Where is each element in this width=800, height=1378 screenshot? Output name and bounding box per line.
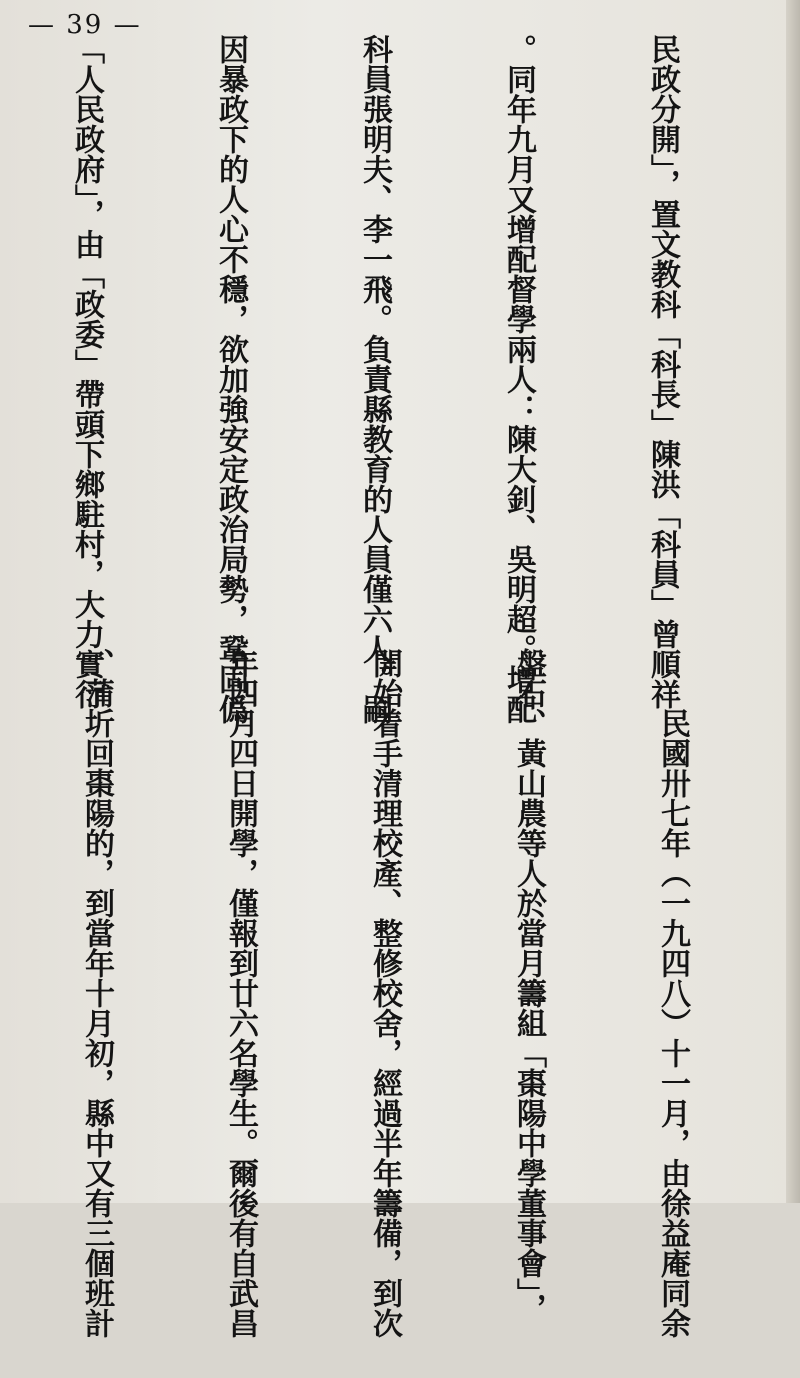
text-column: 科員張明夫、李一飛。負責縣教育的人員僅六人。嗣 <box>357 34 392 724</box>
bottom-text-block <box>0 648 792 1338</box>
page-number: — 39 — <box>28 10 142 40</box>
text-column: 、蒲圻回棗陽的，到當年十月初，縣中又有三個班計 <box>79 648 114 1338</box>
page-edge-shadow <box>786 0 800 1203</box>
text-column: 民政分開」，置文教科「科長」陳洪「科員」曾順祥 <box>645 34 680 709</box>
text-column: 因暴政下的人心不穩，欲加強安定政治局勢，鞏固僞 <box>213 34 248 724</box>
text-column: 「人民政府」，由「政委」帶頭下鄉駐村，大力實行 <box>69 34 104 709</box>
text-column: 民國卅七年（一九四八）十一月，由徐益庵同余 <box>655 648 690 1338</box>
text-column: 開始着手清理校產、整修校舍，經過半年籌備，到次 <box>367 648 402 1338</box>
text-column: 盤石、黃山農等人於當月籌組「棗陽中學董事會」， <box>511 648 546 1323</box>
top-text-block <box>0 34 782 724</box>
text-column: 。同年九月又增配督學兩人：陳大釗、吳明超。增配 <box>501 34 536 724</box>
text-column: 年四月四日開學，僅報到廿六名學生。爾後有自武昌 <box>223 648 258 1338</box>
